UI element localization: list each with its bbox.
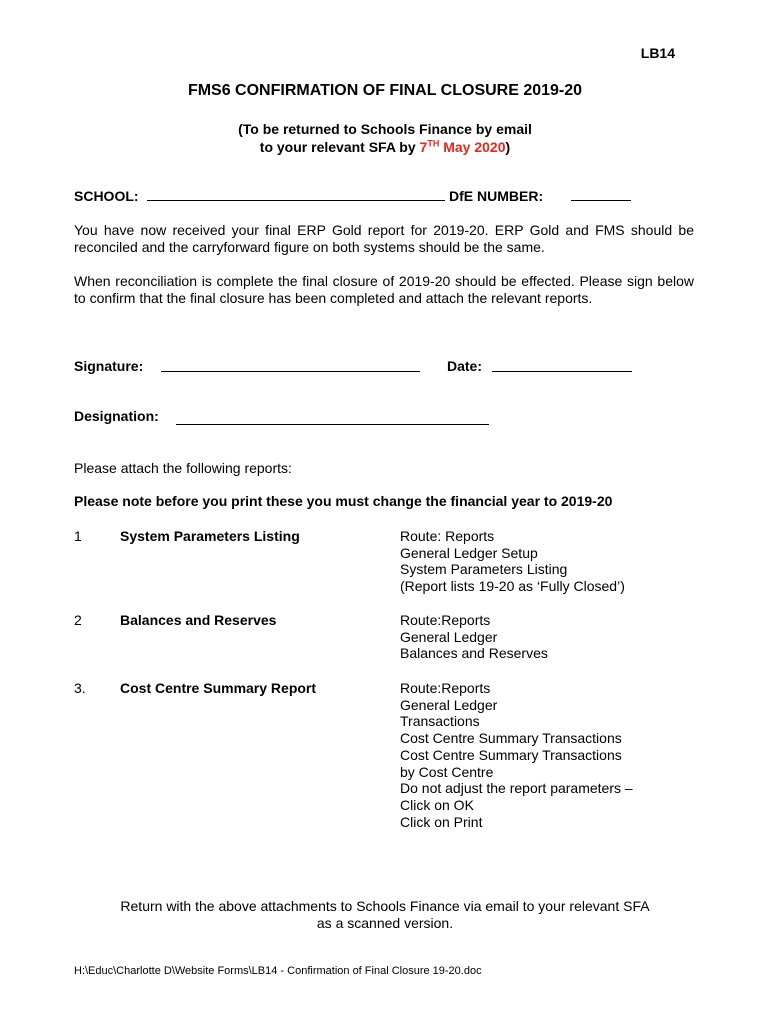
route-step: (Report lists 19-20 as ‘Fully Closed’) [400, 578, 625, 595]
route-step: Balances and Reserves [400, 645, 548, 662]
route-step: Do not adjust the report parameters – [400, 780, 633, 797]
report-name-system-parameters: System Parameters Listing [120, 528, 300, 544]
return-line-2: as a scanned version. [316, 915, 454, 931]
route-step: Route:Reports [400, 680, 491, 696]
signature-label: Signature: [74, 358, 144, 374]
page-title: FMS6 CONFIRMATION OF FINAL CLOSURE 2019-20 [187, 82, 583, 99]
report-number: 1 [74, 528, 82, 544]
route-step: Click on OK [400, 796, 474, 813]
designation-label: Designation: [74, 408, 159, 424]
school-row [74, 188, 139, 204]
school-label: SCHOOL: [74, 188, 139, 204]
report-number: 2 [74, 612, 82, 628]
signature-field[interactable] [161, 357, 420, 372]
route-balances-reserves [400, 612, 548, 662]
route-step: Click on Print [400, 813, 483, 830]
deadline-month-year: May 2020 [439, 139, 506, 155]
deadline-day-suffix: TH [427, 138, 440, 149]
route-step: Route:Reports [400, 612, 491, 628]
report-name-balances-reserves: Balances and Reserves [120, 612, 277, 628]
designation-field[interactable] [176, 410, 489, 425]
route-step: System Parameters Listing [400, 561, 568, 578]
deadline-day: 7 [419, 139, 428, 155]
subtitle [0, 120, 770, 156]
dfe-number-field[interactable] [571, 186, 631, 201]
reconciliation-paragraph: When reconciliation is complete the final closure of 2019-20 should be effected. Please sign below to confirm that the final closure has been completed and attach the relevant reports. [74, 273, 694, 306]
route-step: General Ledger Setup [400, 544, 538, 561]
form-reference-code: LB14 [640, 45, 675, 61]
route-system-parameters [400, 528, 625, 595]
route-step: Cost Centre Summary Transactions [400, 746, 622, 763]
financial-year-note: Please note before you print these you must change the financial year to 2019-20 [74, 493, 613, 509]
return-instructions [0, 898, 770, 932]
date-field[interactable] [492, 357, 632, 372]
attach-intro: Please attach the following reports: [74, 460, 292, 476]
subtitle-prefix: to your relevant SFA by [259, 139, 420, 155]
return-line-1: Return with the above attachments to Schools Finance via email to your relevant SFA [120, 898, 650, 914]
intro-paragraph: You have now received your final ERP Gold report for 2019-20. ERP Gold and FMS should be reconciled and the carryforward figure on both systems should be the same. [74, 222, 694, 255]
subtitle-suffix: ) [505, 139, 511, 155]
subtitle-line-2 [0, 138, 770, 156]
route-step: Route: Reports [400, 528, 495, 544]
route-step: Transactions [400, 713, 480, 730]
route-step: General Ledger [400, 696, 498, 713]
file-path-footer: H:\Educ\Charlotte D\Website Forms\LB14 - Confirmation of Final Closure 19-20.doc [74, 965, 482, 977]
route-cost-centre-summary [400, 680, 633, 830]
route-step: by Cost Centre [400, 763, 494, 780]
deadline-date [420, 139, 506, 155]
dfe-label: DfE NUMBER: [449, 188, 544, 204]
route-step: General Ledger [400, 628, 498, 645]
date-label: Date: [447, 358, 483, 374]
route-step: Cost Centre Summary Transactions [400, 730, 622, 747]
report-name-cost-centre-summary: Cost Centre Summary Report [120, 680, 317, 696]
subtitle-line-1: (To be returned to Schools Finance by email [238, 121, 532, 137]
report-number: 3. [74, 680, 86, 696]
school-field[interactable] [147, 186, 445, 201]
